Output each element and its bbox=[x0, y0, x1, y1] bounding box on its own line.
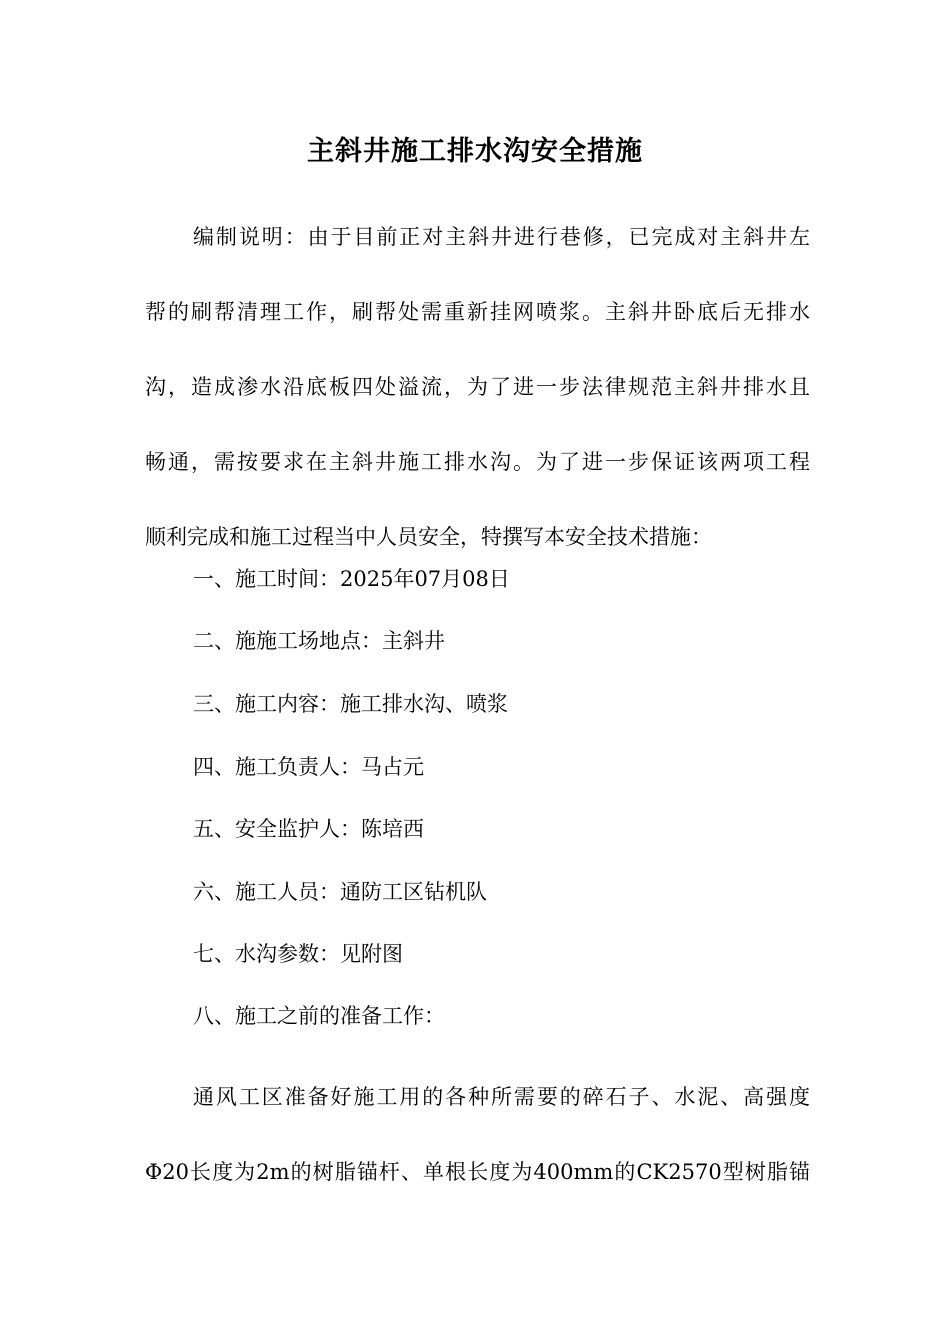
intro-line: 顺利完成和施工过程当中人员安全，特撰写本安全技术措施： bbox=[145, 525, 712, 549]
item-construction-time: 一、施工时间：2025年07月08日 bbox=[193, 567, 510, 591]
intro-line: 编制说明：由于目前正对主斜井进行巷修，已完成对主斜井左 bbox=[193, 225, 810, 249]
intro-paragraph bbox=[145, 200, 810, 575]
prep-line: Φ20长度为2m的树脂锚杆、单根长度为400mm的CK2570型树脂锚 bbox=[145, 1160, 810, 1184]
prep-line: 通风工区准备好施工用的各种所需要的碎石子、水泥、高强度 bbox=[193, 1085, 810, 1109]
item-safety-supervisor: 五、安全监护人：陈培西 bbox=[193, 817, 424, 841]
item-ditch-parameters: 七、水沟参数：见附图 bbox=[193, 942, 403, 966]
document-title: 主斜井施工排水沟安全措施 bbox=[307, 136, 643, 167]
intro-line: 畅通，需按要求在主斜井施工排水沟。为了进一步保证该两项工程 bbox=[145, 450, 810, 474]
item-person-in-charge: 四、施工负责人：马占元 bbox=[193, 755, 424, 779]
item-construction-staff: 六、施工人员：通防工区钻机队 bbox=[193, 880, 487, 904]
item-preparation-heading: 八、施工之前的准备工作： bbox=[193, 1004, 445, 1028]
preparation-paragraph bbox=[145, 1060, 810, 1210]
intro-line: 帮的刷帮清理工作，刷帮处需重新挂网喷浆。主斜井卧底后无排水 bbox=[145, 300, 810, 324]
intro-line: 沟，造成渗水沿底板四处溢流，为了进一步法律规范主斜井排水且 bbox=[145, 375, 810, 399]
item-construction-site: 二、施施工场地点：主斜井 bbox=[193, 629, 445, 653]
item-construction-content: 三、施工内容：施工排水沟、喷浆 bbox=[193, 692, 508, 716]
